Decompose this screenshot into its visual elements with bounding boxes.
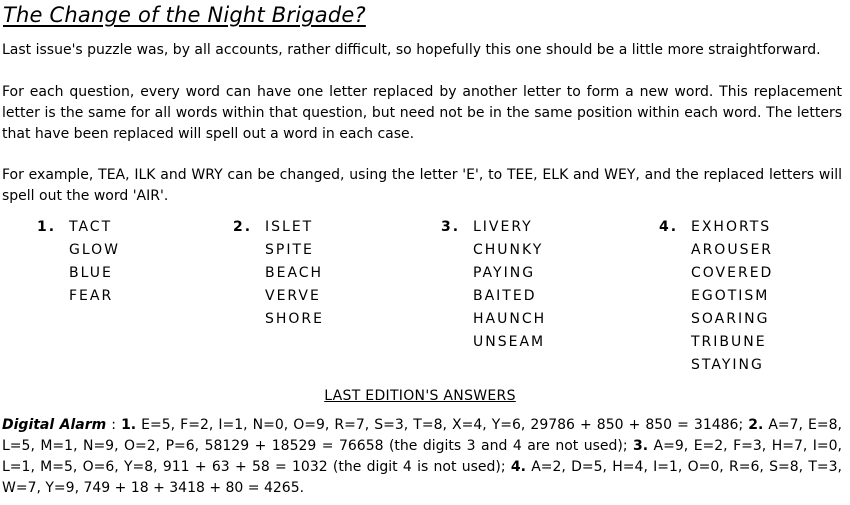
question-word: FEAR — [69, 288, 114, 304]
question-row — [441, 331, 546, 354]
question-row — [233, 239, 324, 262]
question-word: BEACH — [265, 265, 324, 281]
question-word: CHUNKY — [473, 242, 544, 258]
question-word: COVERED — [691, 265, 774, 281]
question-word: GLOW — [69, 242, 121, 258]
question-word: PAYING — [473, 265, 536, 281]
question-word: EXHORTS — [691, 219, 772, 235]
question-number: 2. — [233, 219, 253, 235]
question-row — [441, 308, 546, 331]
question-row — [441, 216, 546, 239]
question-word: ISLET — [265, 219, 314, 235]
intro-paragraph: Last issue's puzzle was, by all accounts, rather difficult, so hopefully this one should be a little more straightforward. — [2, 42, 821, 58]
question-row — [233, 285, 324, 308]
question-row — [441, 285, 546, 308]
question-word: TRIBUNE — [691, 334, 767, 350]
question-row — [659, 354, 773, 377]
question-row — [659, 285, 773, 308]
answers-paragraph — [2, 415, 842, 499]
question-word: SOARING — [691, 311, 770, 327]
question-word: TACT — [69, 219, 113, 235]
question-number: 1. — [37, 219, 57, 235]
question-word: UNSEAM — [473, 334, 546, 350]
question-word: EGOTISM — [691, 288, 770, 304]
answer-number: 1. — [121, 417, 137, 433]
question-3 — [441, 216, 546, 354]
question-row — [233, 216, 324, 239]
question-row — [659, 262, 773, 285]
question-4 — [659, 216, 773, 377]
answers-puzzle-name: Digital Alarm — [2, 417, 107, 433]
question-word: SPITE — [265, 242, 314, 258]
answer-number: 2. — [748, 417, 764, 433]
question-word: SHORE — [265, 311, 325, 327]
answers-heading: LAST EDITION'S ANSWERS — [324, 388, 516, 404]
question-word: BAITED — [473, 288, 537, 304]
instructions-paragraph: For each question, every word can have one letter replaced by another letter to form a new word. This replacement letter is the same for all words within that question, but need not be in the same position within each word. The letters that have been replaced will spell out a word in each case. — [2, 84, 842, 142]
answer-text: A=9, E=2, F=3, H=7, I=0, L=1, M=5, O=6, Y=8, 911 + 63 + 58 = 1032 (the digit 4 is not used); — [2, 438, 842, 475]
page-title: The Change of the Night Brigade? — [3, 3, 366, 27]
question-2 — [233, 216, 324, 331]
question-word: LIVERY — [473, 219, 533, 235]
answer-number: 4. — [510, 459, 526, 475]
answer-text: E=5, F=2, I=1, N=0, O=9, R=7, S=3, T=8, X=4, Y=6, 29786 + 850 + 850 = 31486; — [136, 417, 749, 433]
question-row — [441, 239, 546, 262]
answer-text: A=2, D=5, H=4, I=1, O=0, R=6, S=8, T=3, W=7, Y=9, 749 + 18 + 3418 + 80 = 4265. — [2, 459, 842, 496]
question-row — [659, 331, 773, 354]
question-row — [233, 262, 324, 285]
question-row — [37, 262, 120, 285]
answer-text: A=7, E=8, L=5, M=1, N=9, O=2, P=6, 58129 + 18529 = 76658 (the digits 3 and 4 are not used); — [2, 417, 842, 454]
question-row — [233, 308, 324, 331]
question-number: 4. — [659, 219, 679, 235]
question-word: VERVE — [265, 288, 321, 304]
answer-number: 3. — [633, 438, 649, 454]
question-word: HAUNCH — [473, 311, 547, 327]
question-word: AROUSER — [691, 242, 774, 258]
question-word: STAYING — [691, 357, 764, 373]
question-row — [441, 262, 546, 285]
question-row — [659, 308, 773, 331]
example-paragraph: For example, TEA, ILK and WRY can be changed, using the letter 'E', to TEE, ELK and WEY, and the replaced letters will spell out the word 'AIR'. — [2, 167, 842, 204]
question-number: 3. — [441, 219, 461, 235]
question-row — [37, 239, 120, 262]
question-row — [37, 285, 120, 308]
question-1 — [37, 216, 120, 308]
question-word: BLUE — [69, 265, 113, 281]
question-row — [659, 239, 773, 262]
question-row — [37, 216, 120, 239]
answers-separator: : — [106, 417, 122, 433]
question-row — [659, 216, 773, 239]
